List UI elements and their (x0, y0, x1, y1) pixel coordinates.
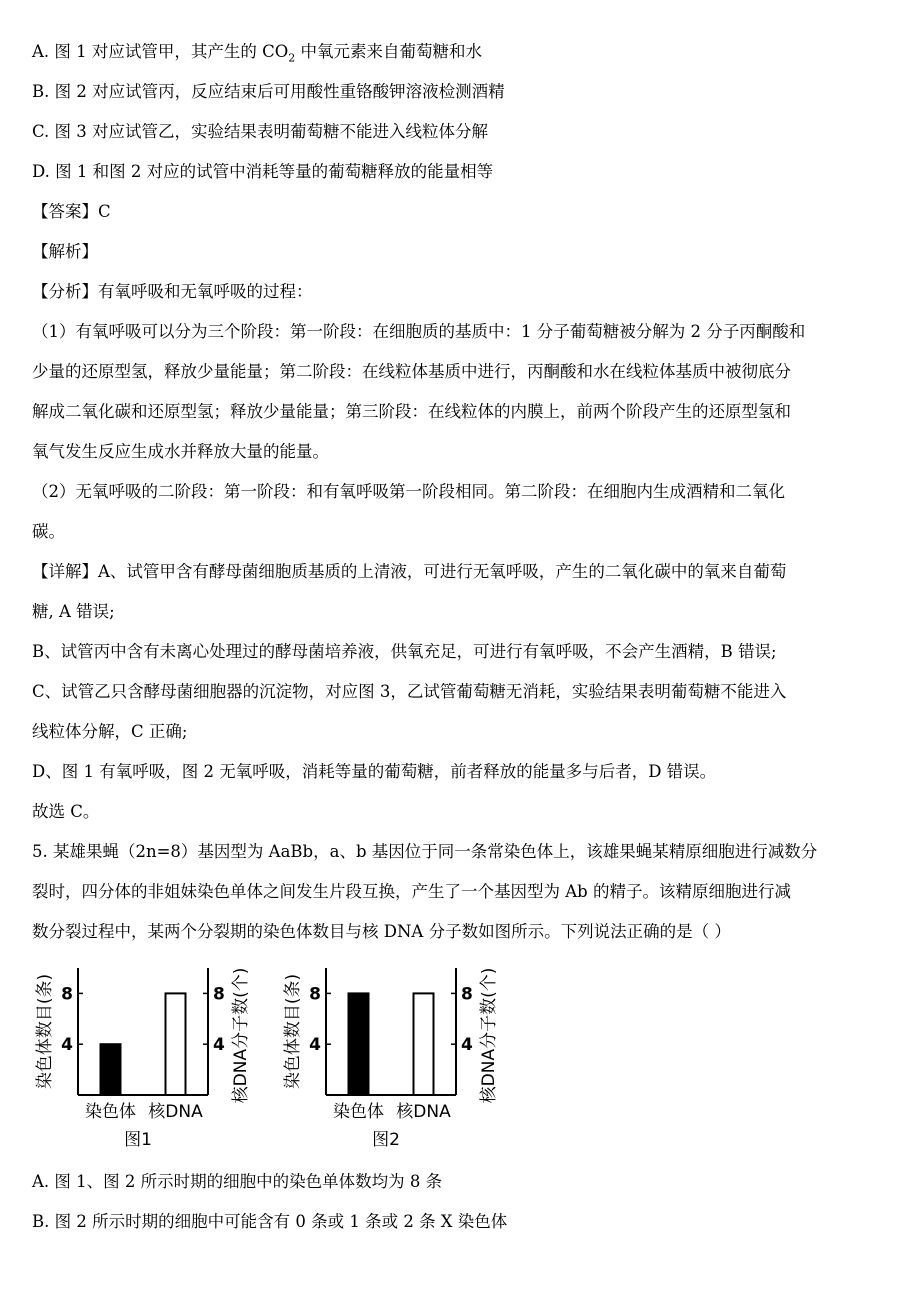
bar-chromosome (101, 1044, 121, 1095)
analysis-line: 【分析】有氧呼吸和无氧呼吸的过程： (32, 282, 313, 301)
detail-line: 糖, A 错误; (32, 602, 115, 621)
bar-chromosome (349, 993, 369, 1095)
analysis-line: 解成二氧化碳和还原型氢；释放少量能量；第三阶段：在线粒体的内膜上，前两个阶段产生的还原型氢和 (32, 402, 791, 421)
figure-1-chart (30, 958, 260, 1158)
category-label: 核DNA (148, 1102, 203, 1122)
analysis-title: 【解析】 (32, 242, 98, 261)
option-c: C. 图 3 对应试管乙，实验结果表明葡萄糖不能进入线粒体分解 (32, 122, 489, 141)
option-a (32, 40, 482, 70)
category-label: 核DNA (396, 1102, 451, 1122)
y-axis-title-right: 核DNA分子数(个) (479, 967, 499, 1104)
detail-line: D、图 1 有氧呼吸，图 2 无氧呼吸，消耗等量的葡萄糖，前者释放的能量多与后者，D 错误。 (32, 762, 717, 781)
y-tick-label-left: 8 (61, 984, 73, 1005)
question-5-line: 数分裂过程中，某两个分裂期的染色体数目与核 DNA 分子数如图所示。下列说法正确的是（ ） (32, 922, 731, 941)
bar-dna (166, 993, 186, 1095)
analysis-line: （1）有氧呼吸可以分为三个阶段：第一阶段：在细胞质的基质中：1 分子葡萄糖被分解为 2 分子丙酮酸和 (32, 322, 806, 341)
question-5-line: 裂时，四分体的非姐妹染色单体之间发生片段互换，产生了一个基因型为 Ab 的精子。该精原细胞进行减 (32, 882, 791, 901)
figure-2-chart (278, 958, 508, 1158)
question-5-option-b: B. 图 2 所示时期的细胞中可能含有 0 条或 1 条或 2 条 X 染色体 (32, 1212, 508, 1231)
detail-line: 【详解】A、试管甲含有酵母菌细胞质基质的上清液，可进行无氧呼吸，产生的二氧化碳中的氧来自葡萄 (32, 562, 787, 581)
y-axis-title-left: 染色体数目(条) (35, 973, 55, 1090)
analysis-line: 氧气发生反应生成水并释放大量的能量。 (32, 442, 329, 461)
y-tick-label-left: 8 (309, 984, 321, 1005)
detail-line: B、试管丙中含有未离心处理过的酵母菌培养液，供氧充足，可进行有氧呼吸，不会产生酒精，B 错误; (32, 642, 777, 661)
category-label: 染色体 (85, 1102, 136, 1122)
option-a-pre: A. 图 1 对应试管甲，其产生的 CO (32, 42, 289, 61)
bar-dna (414, 993, 434, 1095)
figure-caption: 图2 (372, 1130, 400, 1150)
analysis-line: （2）无氧呼吸的二阶段：第一阶段：和有氧呼吸第一阶段相同。第二阶段：在细胞内生成酒精和二氧化 (32, 482, 785, 501)
option-a-post: 中氧元素来自葡萄糖和水 (295, 42, 483, 61)
y-axis-title-right: 核DNA分子数(个) (231, 967, 251, 1104)
y-tick-label-left: 4 (61, 1035, 73, 1056)
detail-line: 故选 C。 (32, 802, 100, 821)
option-b: B. 图 2 对应试管丙，反应结束后可用酸性重铬酸钾溶液检测酒精 (32, 82, 505, 101)
y-tick-label-right: 8 (213, 984, 225, 1005)
y-axis-title-left: 染色体数目(条) (283, 973, 303, 1090)
figure-caption: 图1 (124, 1130, 152, 1150)
y-tick-label-right: 4 (213, 1035, 225, 1056)
option-a-sub: 2 (288, 51, 296, 65)
y-tick-label-right: 8 (461, 984, 473, 1005)
detail-line: C、试管乙只含酵母菌细胞器的沉淀物，对应图 3，乙试管葡萄糖无消耗，实验结果表明葡萄糖不能进入 (32, 682, 787, 701)
question-5-option-a: A. 图 1、图 2 所示时期的细胞中的染色单体数均为 8 条 (32, 1172, 443, 1191)
y-tick-label-right: 4 (461, 1035, 473, 1056)
question-5-line: 5. 某雄果蝇（2n=8）基因型为 AaBb，a、b 基因位于同一条常染色体上，该雄果蝇某精原细胞进行减数分 (32, 842, 818, 861)
answer-line: 【答案】C (32, 202, 111, 221)
analysis-line: 少量的还原型氢，释放少量能量；第二阶段：在线粒体基质中进行，丙酮酸和水在线粒体基质中被彻底分 (32, 362, 791, 381)
y-tick-label-left: 4 (309, 1035, 321, 1056)
category-label: 染色体 (333, 1102, 384, 1122)
option-d: D. 图 1 和图 2 对应的试管中消耗等量的葡萄糖释放的能量相等 (32, 162, 494, 181)
detail-line: 线粒体分解，C 正确; (32, 722, 188, 741)
analysis-line: 碳。 (32, 522, 65, 541)
